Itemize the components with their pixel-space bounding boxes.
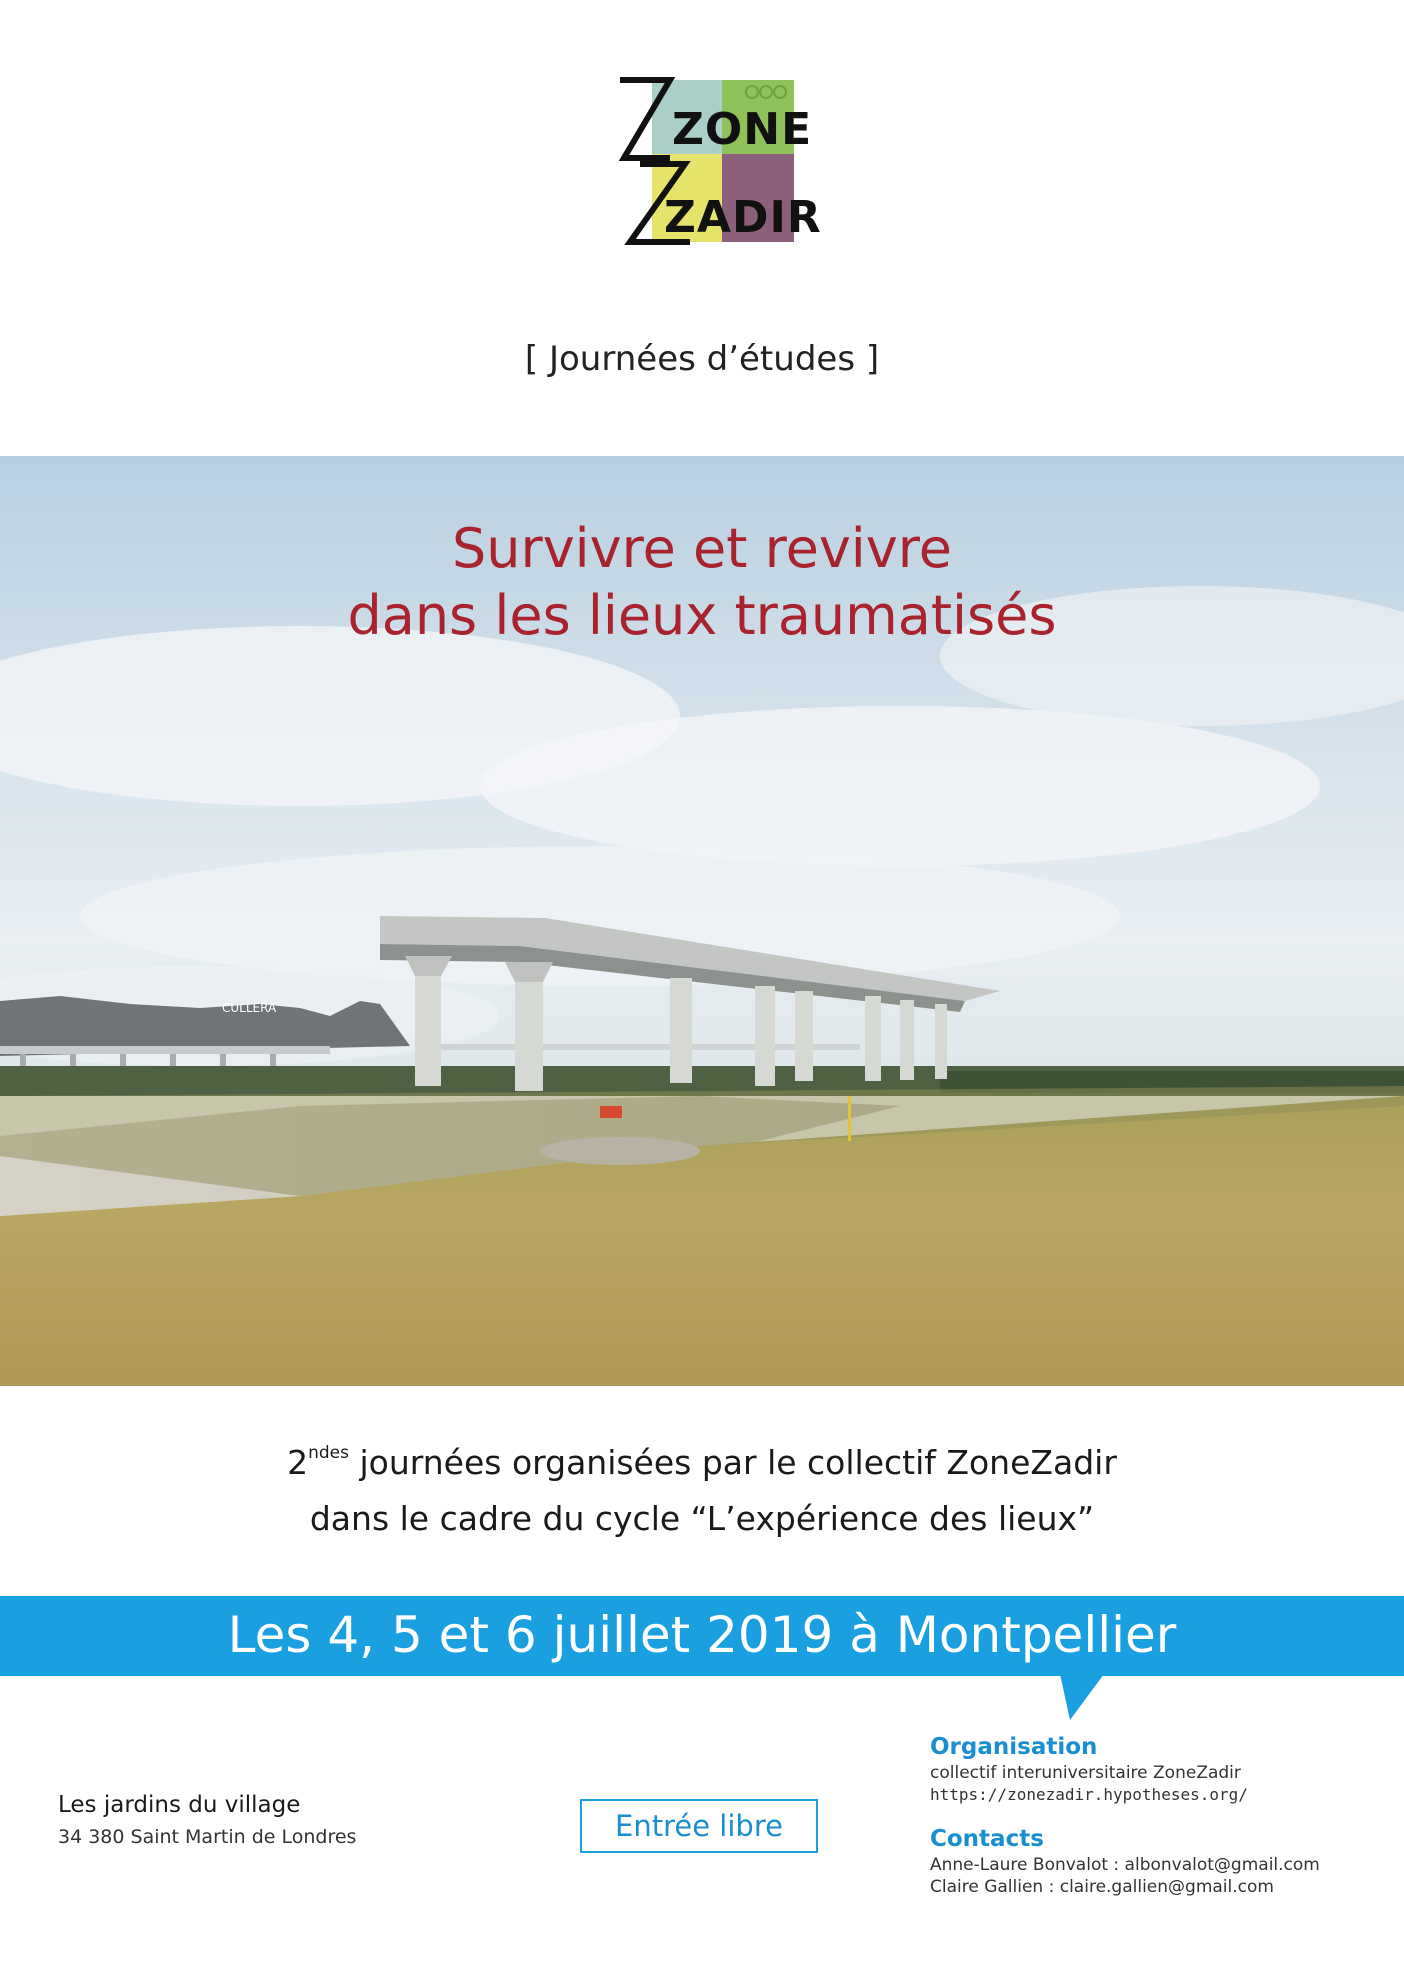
hillside-sign: CULLERA <box>222 1001 277 1015</box>
free-entry-badge <box>580 1799 818 1853</box>
organisation-url[interactable]: https://zonezadir.hypotheses.org/ <box>930 1785 1248 1804</box>
date-banner-text: Les 4, 5 et 6 juillet 2019 à Montpellier <box>227 1606 1177 1664</box>
event-title <box>0 515 1404 649</box>
subtitle-line-1-text: journées organisées par le collectif ZoneZadir <box>348 1443 1117 1482</box>
venue-address: 34 380 Saint Martin de Londres <box>58 1826 357 1848</box>
logo-line-1: ZONE <box>672 104 813 155</box>
zonezadir-logo <box>610 72 822 250</box>
free-entry-label: Entrée libre <box>615 1809 783 1843</box>
organisation-name: collectif interuniversitaire ZoneZadir <box>930 1763 1241 1783</box>
venue-name: Les jardins du village <box>58 1792 301 1818</box>
speech-pointer-icon <box>1060 1674 1110 1722</box>
subtitle-ordinal-suffix: ndes <box>308 1443 349 1463</box>
subtitle-line-2: dans le cadre du cycle “L’expérience des lieux” <box>309 1499 1095 1538</box>
event-type-label: [ Journées d’études ] <box>524 339 880 379</box>
contact-line-1[interactable]: Anne-Laure Bonvalot : albonvalot@gmail.com <box>930 1855 1320 1875</box>
contacts-heading: Contacts <box>930 1826 1044 1852</box>
title-line-1: Survivre et revivre <box>452 517 952 580</box>
contact-line-2[interactable]: Claire Gallien : claire.gallien@gmail.com <box>930 1877 1274 1897</box>
organisation-heading: Organisation <box>930 1734 1098 1760</box>
logo-line-2: ZADIR <box>664 192 822 243</box>
title-line-2: dans les lieux traumatisés <box>347 584 1057 647</box>
venue-block <box>58 1792 356 1848</box>
event-subtitle <box>0 1425 1404 1547</box>
subtitle-line-1 <box>0 1425 1404 1491</box>
organisation-block <box>930 1734 1370 1898</box>
subtitle-ordinal: 2 <box>287 1443 309 1482</box>
